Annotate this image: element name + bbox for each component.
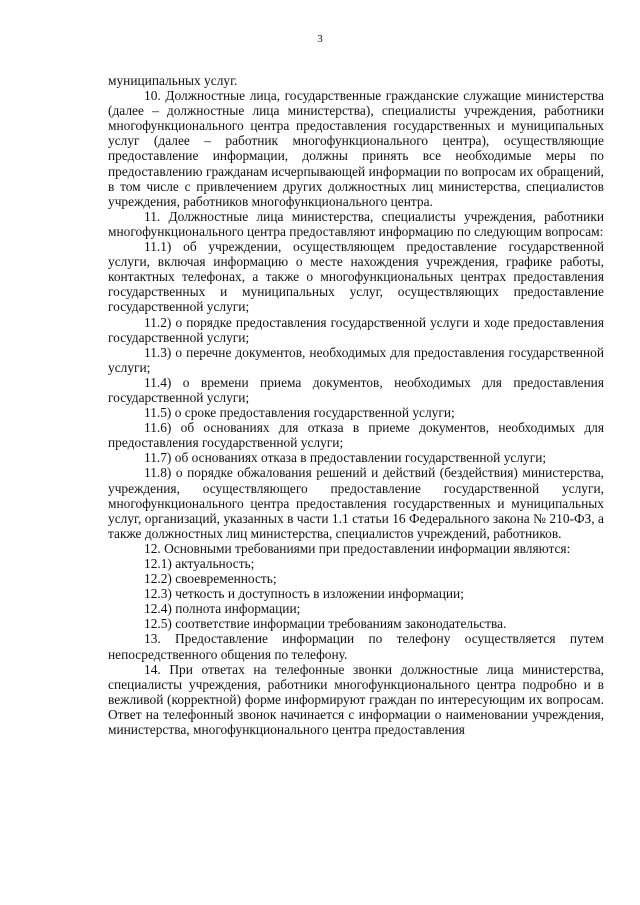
paragraph-11-5: 11.5) о сроке предоставления государственной услуги; <box>144 405 455 421</box>
paragraph-12-5: 12.5) соответствие информации требованиям законодательства. <box>144 616 507 632</box>
paragraph-11-7: 11.7) об основаниях отказа в предоставлении государственной услуги; <box>144 450 547 466</box>
paragraph-14: 14. При ответах на телефонные звонки должностные лица министерства, специалисты учреждения, работники многофункционального центра подробно и в вежливой (корректной) форме информируют граждан по интересующим их вопросам. Ответ на телефонный звонок начинается с информации о наименовании учреждения, министерства, многофункционального центра предоставления <box>108 661 604 738</box>
paragraph-11-8: 11.8) о порядке обжалования решений и действий (бездействия) министерства, учреждения, осуществляющего предоставление государственной услуги, многофункционального центра предоставления государственных и муниципальных услуг, организаций, указанных в части 1.1 статьи 16 Федерального закона № 210-ФЗ, а также должностных лиц министерства, специалистов учреждений, работников. <box>108 465 604 541</box>
paragraph-11-4: 11.4) о времени приема документов, необходимых для предоставления государственной услуги; <box>108 374 604 405</box>
paragraph-12-3: 12.3) четкость и доступность в изложении информации; <box>144 586 464 602</box>
paragraph-continuation: муниципальных услуг. <box>108 73 238 88</box>
page-number: 3 <box>317 33 323 45</box>
paragraph-11-2: 11.2) о порядке предоставления государственной услуги и ходе предоставления государственной услуги; <box>108 314 604 345</box>
document-body <box>108 73 604 737</box>
paragraph-12-2: 12.2) своевременность; <box>144 571 277 587</box>
paragraph-11-3: 11.3) о перечне документов, необходимых для предоставления государственной услуги; <box>108 344 604 375</box>
paragraph-11-6: 11.6) об основаниях для отказа в приеме документов, необходимых для предоставления государственной услуги; <box>108 420 604 451</box>
paragraph-12-1: 12.1) актуальность; <box>144 556 255 571</box>
paragraph-12: 12. Основными требованиями при предоставлении информации являются: <box>144 540 571 556</box>
paragraph-11: 11. Должностные лица министерства, специалисты учреждения, работники многофункционального центра предоставляют информацию по следующим вопросам: <box>108 208 604 239</box>
paragraph-13: 13. Предоставление информации по телефону осуществляется путем непосредственного общения по телефону. <box>108 631 604 662</box>
paragraph-11-1: 11.1) об учреждении, осуществляющем предоставление государственной услуги, включая информацию о месте нахождения учреждения, графике работы, контактных телефонах, а также о многофункциональных центрах предоставления государственных и муниципальных услуг, осуществляющих предоставление государственной услуги; <box>108 239 604 315</box>
paragraph-12-4: 12.4) полнота информации; <box>144 601 301 617</box>
paragraph-10: 10. Должностные лица, государственные гражданские служащие министерства (далее – должностные лица министерства), специалисты учреждения, работники многофункционального центра предоставления государственных и муниципальных услуг (далее – работник многофункционального центра), осуществляющие предоставление информации, должны принять все необходимые меры по предоставлению гражданам исчерпывающей информации по вопросам их обращений, в том числе с привлечением других должностных лиц министерства, специалистов учреждения, работников многофункционального центра. <box>108 88 604 209</box>
